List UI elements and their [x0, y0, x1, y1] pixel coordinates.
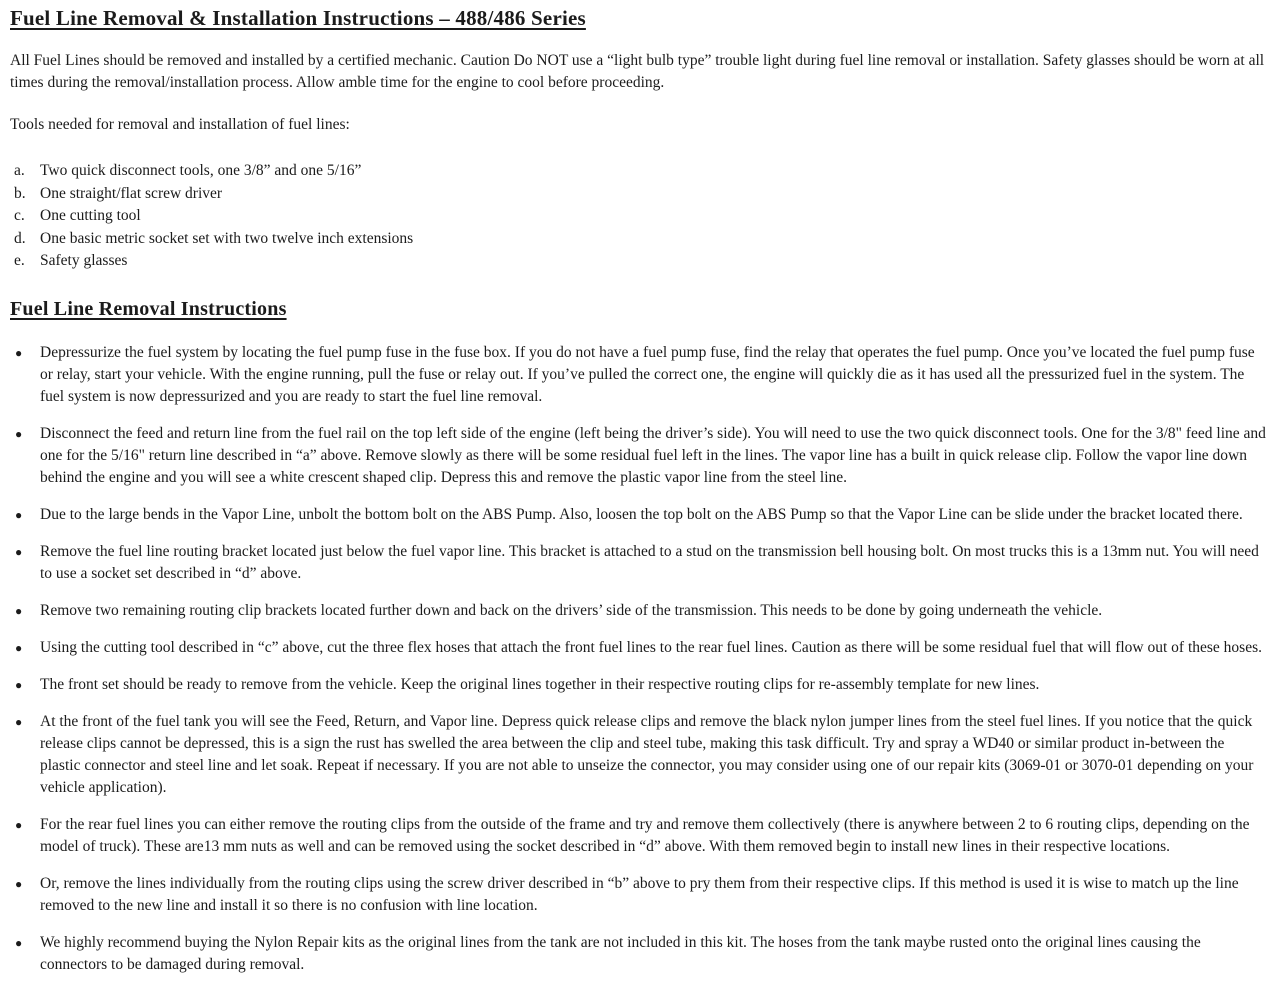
step-text: For the rear fuel lines you can either remove the routing clips from the outside of the frame and try and remove them collectively (there is anywhere between 2 to 6 routing clips, depending on the model of truck). These are13 mm nuts as well and can be removed using the socket described in “d” above. With them removed begin to install new lines in their respective locations.	[40, 815, 1250, 855]
list-item	[10, 160, 1268, 183]
bullet-icon: ●	[15, 603, 23, 618]
list-letter: b.	[14, 184, 26, 202]
step-text: The front set should be ready to remove from the vehicle. Keep the original lines together in their respective routing clips for re-assembly template for new lines.	[40, 675, 1040, 693]
list-letter: d.	[14, 229, 26, 247]
list-item	[10, 342, 1268, 408]
list-item	[10, 932, 1268, 976]
list-item	[10, 600, 1268, 622]
bullet-icon: ●	[15, 640, 23, 655]
bullet-icon: ●	[15, 544, 23, 559]
step-text: We highly recommend buying the Nylon Repair kits as the original lines from the tank are not included in this kit. The hoses from the tank maybe rusted onto the original lines causing the connectors to be damaged during removal.	[40, 933, 1201, 973]
bullet-icon: ●	[15, 876, 23, 891]
list-item	[10, 250, 1268, 273]
bullet-icon: ●	[15, 677, 23, 692]
bullet-icon: ●	[15, 935, 23, 950]
list-item-text: Two quick disconnect tools, one 3/8” and one 5/16”	[40, 162, 362, 179]
list-item	[10, 423, 1268, 489]
step-text: Remove two remaining routing clip brackets located further down and back on the drivers’ side of the transmission. This needs to be done by going underneath the vehicle.	[40, 601, 1103, 619]
intro-paragraph: All Fuel Lines should be removed and installed by a certified mechanic. Caution Do NOT use a “light bulb type” trouble light during fuel line removal or installation. Safety glasses should be worn at all times during the removal/installation process. Allow amble time for the engine to cool before proceeding.	[10, 52, 1265, 91]
list-letter: c.	[14, 207, 25, 224]
step-text: Or, remove the lines individually from the routing clips using the screw driver described in “b” above to pry them from their respective clips. If this method is used it is wise to match up the line removed to the new line and install it so there is no confusion with line location.	[40, 874, 1239, 914]
list-item	[10, 674, 1268, 696]
bullet-icon: ●	[15, 345, 23, 360]
tools-list-heading: Tools needed for removal and installation of fuel lines:	[10, 116, 350, 133]
list-item-text: One cutting tool	[40, 207, 141, 224]
list-item	[10, 205, 1268, 228]
list-item	[10, 711, 1268, 799]
list-item-text: Safety glasses	[40, 252, 128, 269]
step-text: Disconnect the feed and return line from the fuel rail on the top left side of the engine (left being the driver’s side). You will need to use the two quick disconnect tools. One for the 3/8" feed line and one for the 5/16" return line described in “a” above. Remove slowly as there will be some residual fuel left in the lines. The vapor line has a built in quick release clip. Follow the vapor line down behind the engine and you will see a white crescent shaped clip. Depress this and remove the plastic vapor line from the steel line.	[40, 424, 1266, 486]
bullet-icon: ●	[15, 507, 23, 522]
list-item	[10, 814, 1268, 858]
step-text: Remove the fuel line routing bracket located just below the fuel vapor line. This bracket is attached to a stud on the transmission bell housing bolt. On most trucks this is a 13mm nut. You will need to use a socket set described in “d” above.	[40, 542, 1259, 582]
step-text: Using the cutting tool described in “c” above, cut the three flex hoses that attach the front fuel lines to the rear fuel lines. Caution as there will be some residual fuel that will flow out of these hoses.	[40, 638, 1262, 656]
list-item	[10, 873, 1268, 917]
steps-list	[10, 342, 1268, 976]
list-item-text: One basic metric socket set with two twelve inch extensions	[40, 229, 414, 247]
list-letter: e.	[14, 252, 25, 269]
bullet-icon: ●	[15, 714, 23, 729]
tools-list	[10, 160, 1268, 273]
section-heading: Fuel Line Removal Instructions	[10, 297, 287, 320]
list-item	[10, 183, 1268, 206]
bullet-icon: ●	[15, 426, 23, 441]
document-title: Fuel Line Removal & Installation Instructions – 488/486 Series	[10, 6, 586, 30]
step-text: Due to the large bends in the Vapor Line, unbolt the bottom bolt on the ABS Pump. Also, loosen the top bolt on the ABS Pump so that the Vapor Line can be slide under the bracket located there.	[40, 505, 1243, 523]
step-text: At the front of the fuel tank you will see the Feed, Return, and Vapor line. Depress quick release clips and remove the black nylon jumper lines from the steel fuel lines. If you notice that the quick release clips cannot be depressed, this is a sign the rust has swelled the area between the clip and steel tube, making this task difficult. Try and spray a WD40 or similar product in-between the plastic connector and steel line and let soak. Repeat if necessary. If you are not able to unseize the connector, you may consider using one of our repair kits (3069-01 or 3070-01 depending on your vehicle application).	[40, 712, 1254, 796]
list-item	[10, 504, 1268, 526]
step-text: Depressurize the fuel system by locating the fuel pump fuse in the fuse box. If you do not have a fuel pump fuse, find the relay that operates the fuel pump. Once you’ve located the fuel pump fuse or relay, start your vehicle. With the engine running, pull the fuse or relay out. If you’ve pulled the correct one, the engine will quickly die as it has used all the pressurized fuel in the system. The fuel system is now depressurized and you are ready to start the fuel line removal.	[40, 343, 1255, 405]
list-letter: a.	[14, 162, 25, 179]
list-item-text: One straight/flat screw driver	[40, 184, 223, 202]
list-item	[10, 541, 1268, 585]
list-item	[10, 637, 1268, 659]
list-item	[10, 228, 1268, 251]
bullet-icon: ●	[15, 817, 23, 832]
